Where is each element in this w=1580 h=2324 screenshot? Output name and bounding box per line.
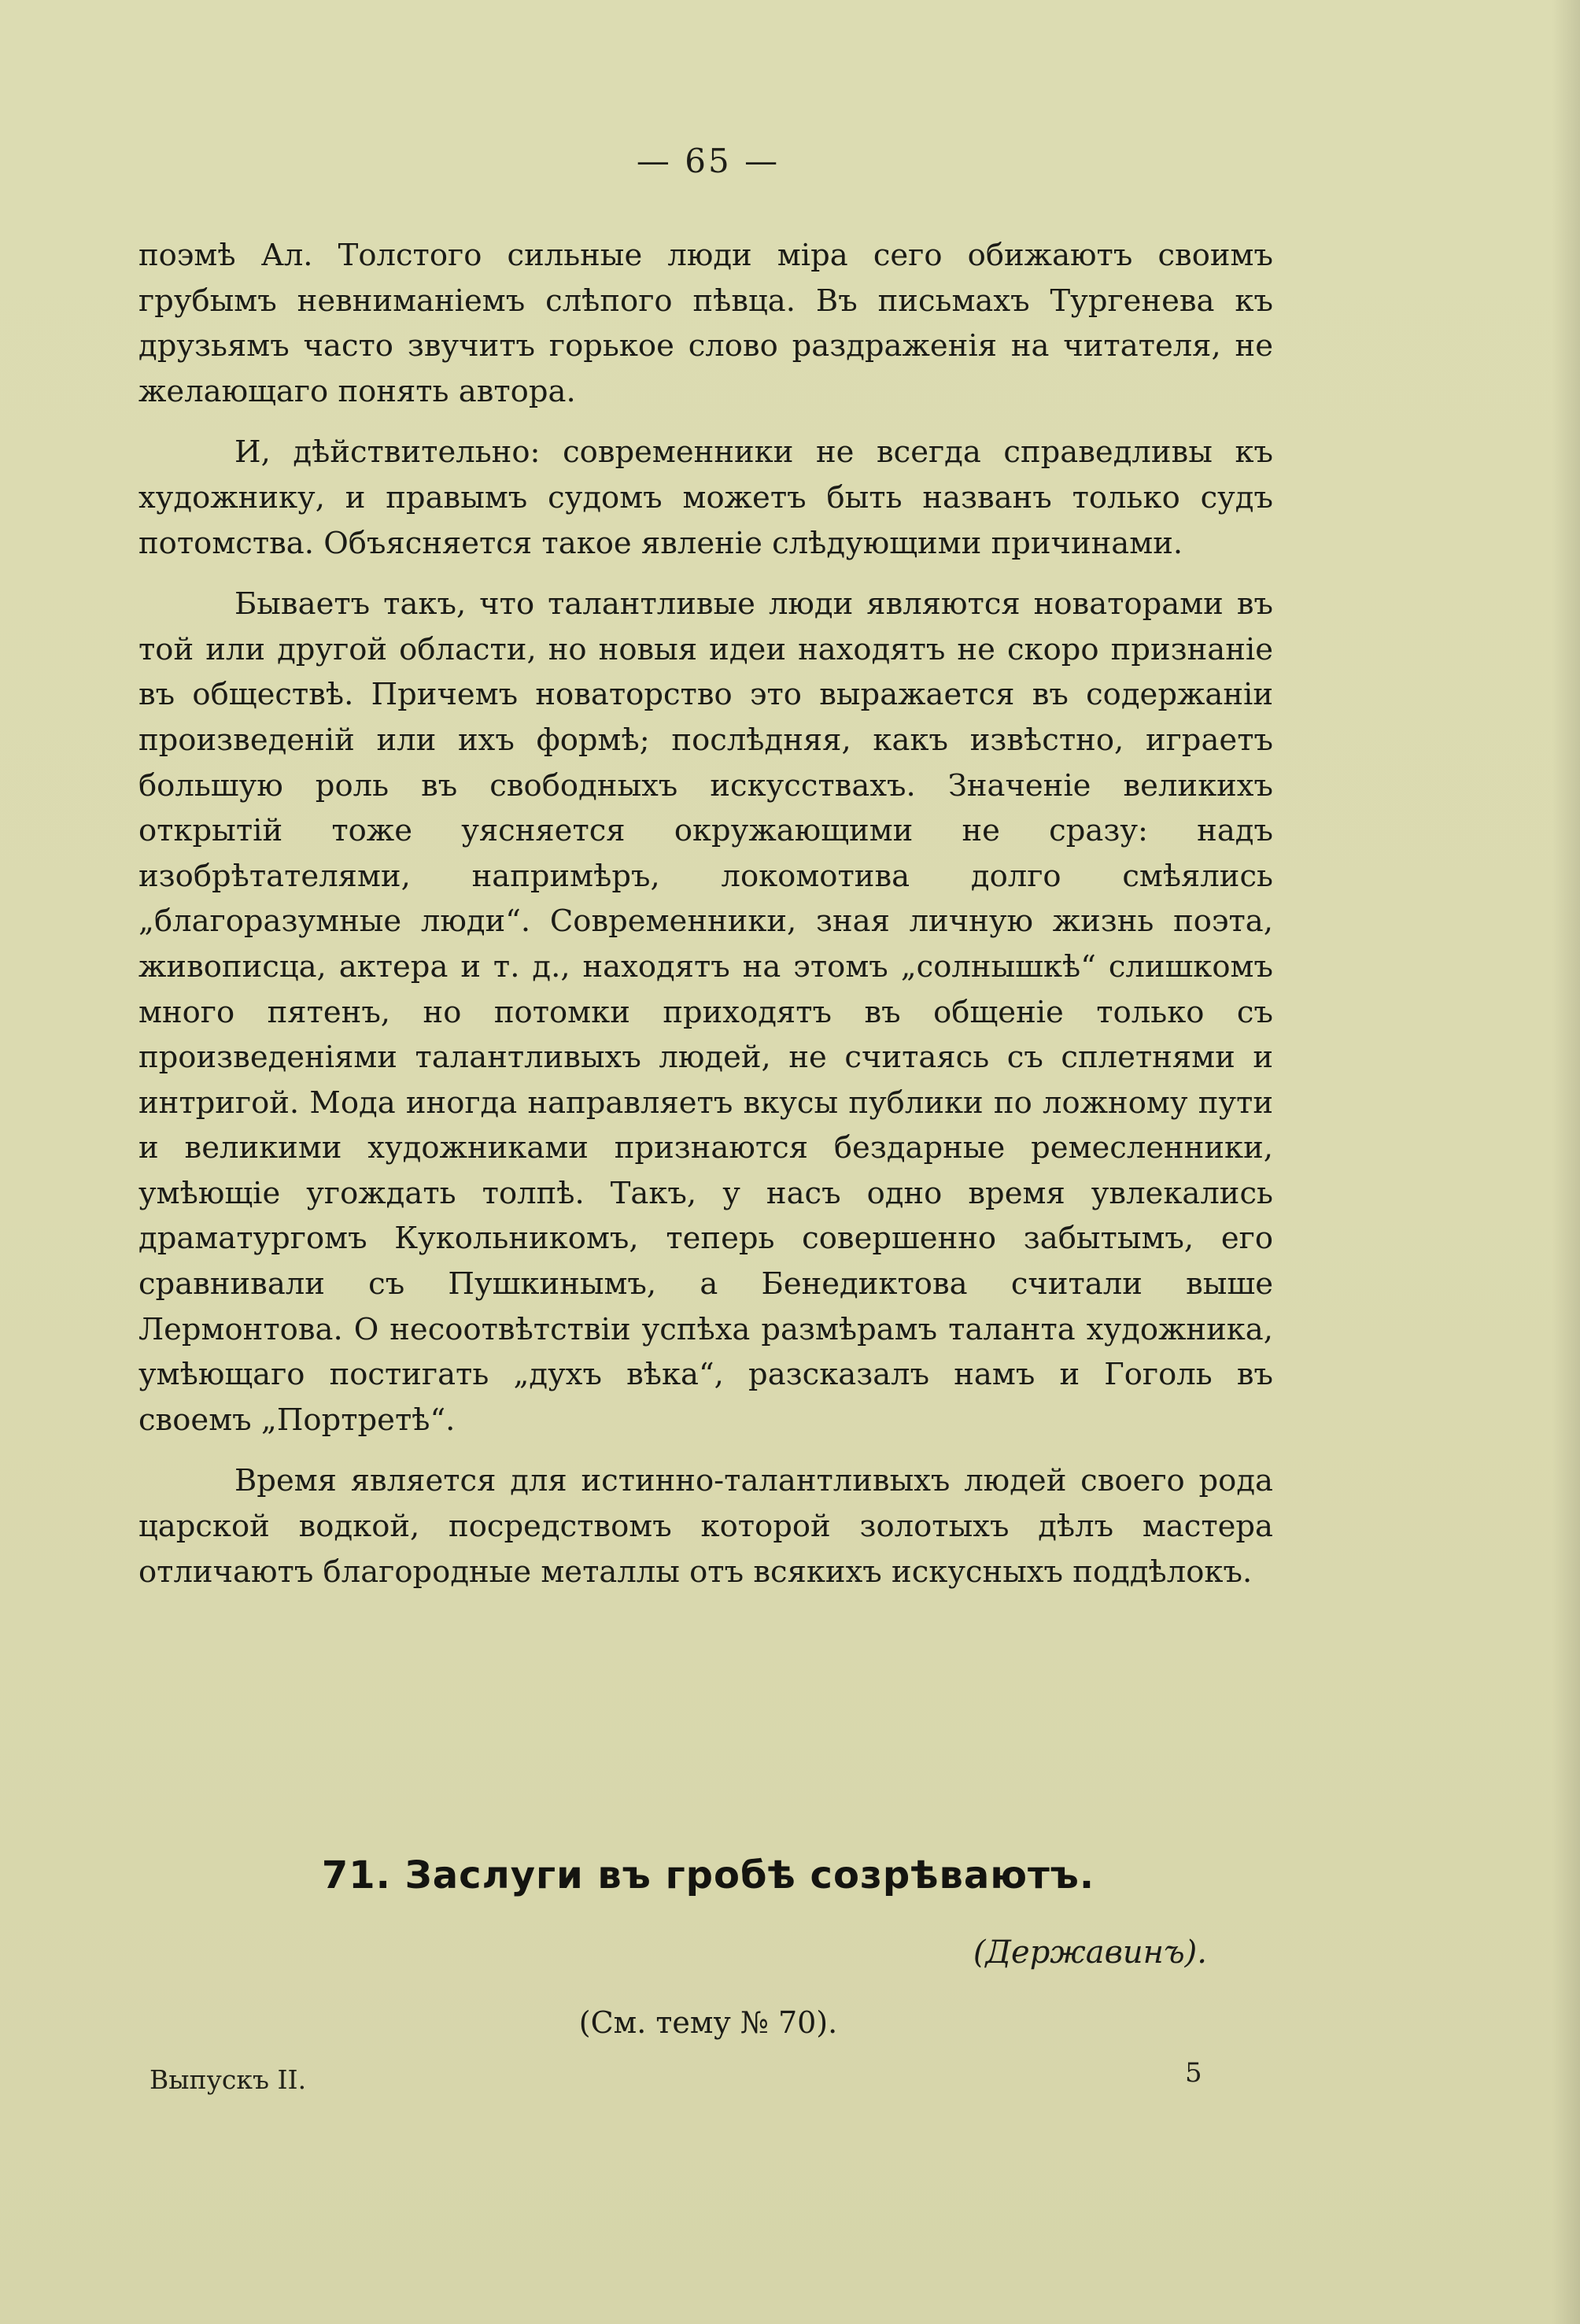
theme-attribution: (Державинъ). xyxy=(973,1934,1207,1971)
page-number: — 65 — xyxy=(636,142,781,180)
issue-label: Выпускъ II. xyxy=(150,2064,307,2095)
paragraph-1: поэмѣ Ал. Толстого сильные люди міра сего обижаютъ своимъ грубымъ невниманіемъ слѣпого пѣвца. Въ письмахъ Тургенева къ друзьямъ часто звучитъ горькое слово раздраженія на читателя, не желающаго понять автора. xyxy=(138,238,1273,409)
paragraph-3: Бываетъ такъ, что талантливые люди являются новаторами въ той или другой области, но новыя идеи находятъ не скоро признаніе въ обществѣ. Причемъ новаторство это выражается въ содержаніи произведеній или ихъ формѣ; послѣдняя, какъ извѣстно, играетъ большую роль въ свободныхъ искусствахъ. Значеніе великихъ открытій тоже уясняется окружающими не сразу: надъ изобрѣтателями, напримѣръ, локомотива долго смѣялись „благоразумные люди“. Современники, зная личную жизнь поэта, живописца, актера и т. д., находятъ на этомъ „солнышкѣ“ слишкомъ много пятенъ, но потомки приходятъ въ общеніе только съ произведеніями талантливыхъ людей, не считаясь съ сплетнями и интригой. Мода иногда направляетъ вкусы публики по ложному пути и великими художниками признаются бездарные ремесленники, умѣющіе угождать толпѣ. Такъ, у насъ одно время увлекались драматургомъ Кукольникомъ, теперь совершенно забытымъ, его сравнивали съ Пушкинымъ, а Бенедиктова считали выше Лермонтова. О несоотвѣтствіи успѣха размѣрамъ таланта художника, умѣющаго постигать „духъ вѣка“, разсказалъ намъ и Гоголь въ своемъ „Портретѣ“. xyxy=(138,586,1273,1438)
paragraph-2: И, дѣйствительно: современники не всегда справедливы къ художнику, и правымъ судомъ можетъ быть названъ только судъ потомства. Объясняется такое явленіе слѣдующими причинами. xyxy=(138,434,1273,561)
body-text xyxy=(138,233,1273,1610)
signature-mark: 5 xyxy=(1185,2057,1202,2089)
paragraph-4: Время является для истинно-талантливыхъ людей своего рода царской водкой, посредствомъ которой золотыхъ дѣлъ мастера отличаютъ благородные металлы отъ всякихъ искусныхъ поддѣлокъ. xyxy=(138,1463,1273,1590)
theme-heading: 71. Заслуги въ гробѣ созрѣваютъ. xyxy=(321,1853,1095,1897)
theme-reference: (См. тему № 70). xyxy=(578,2005,838,2040)
